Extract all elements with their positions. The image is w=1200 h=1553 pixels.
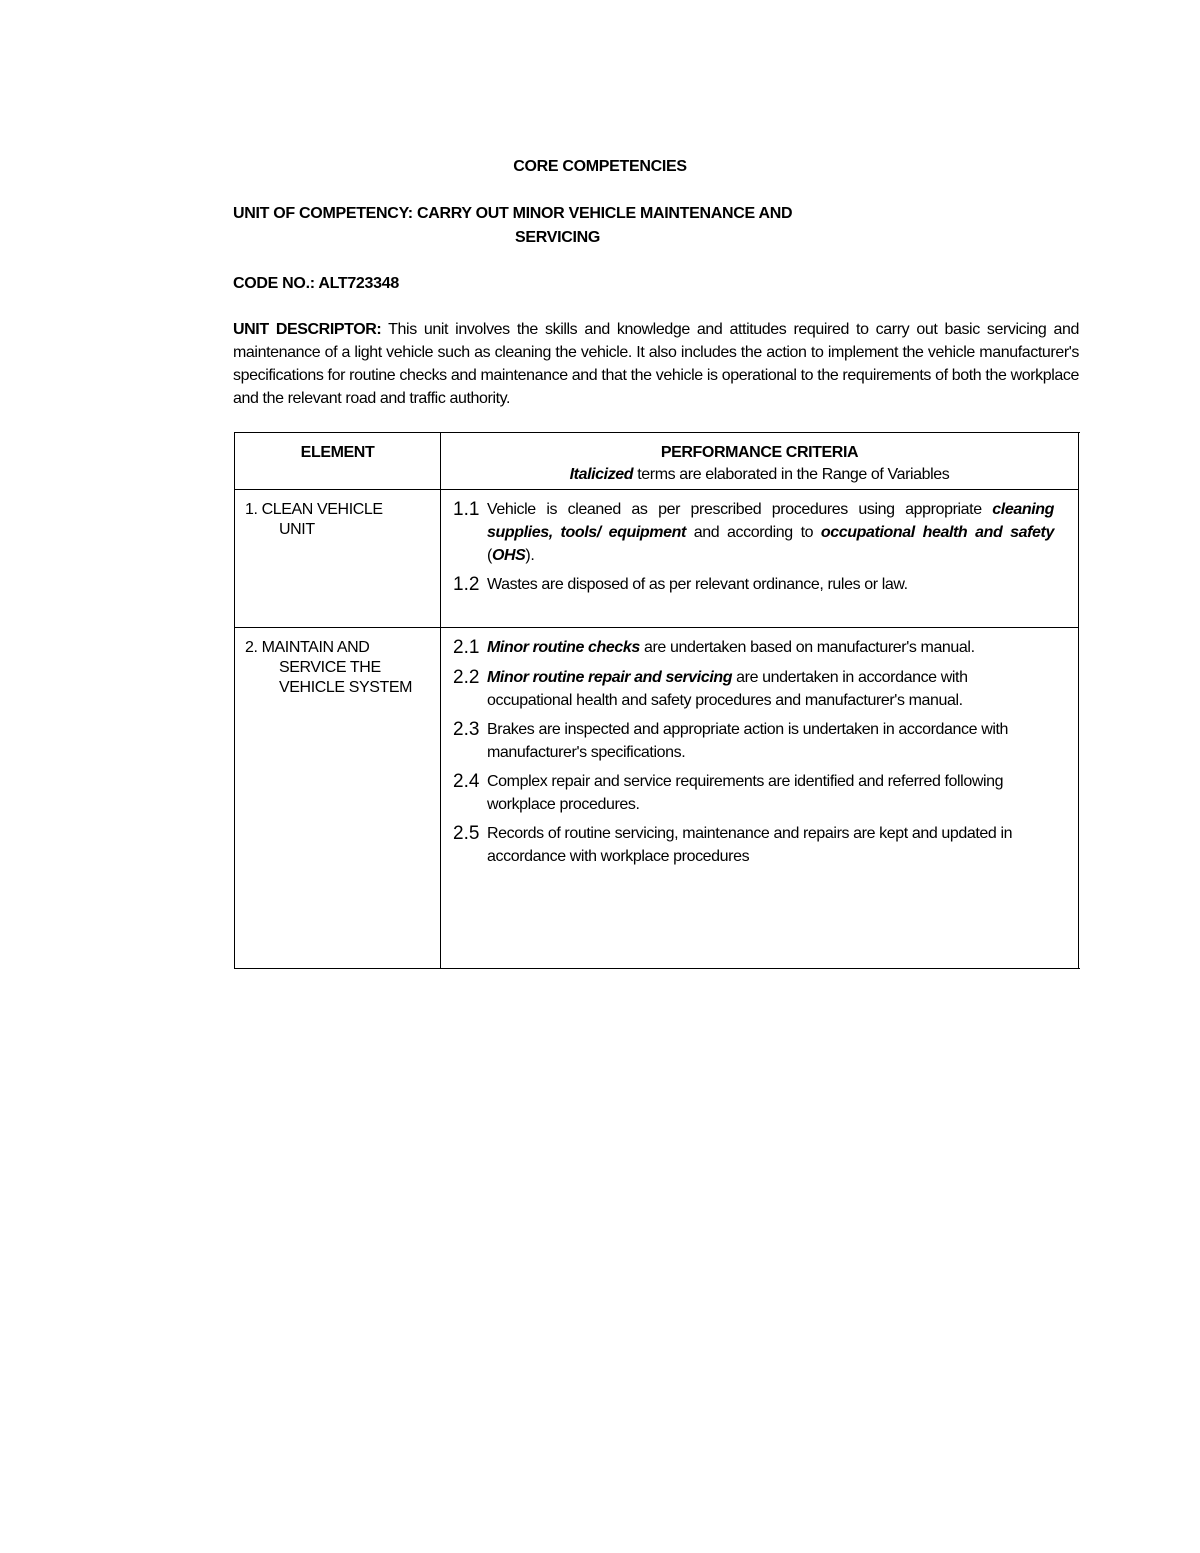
unit-title-line2: SERVICING [515, 229, 601, 246]
unit-descriptor [233, 318, 1079, 410]
header-criteria: PERFORMANCE CRITERIA [660, 444, 859, 461]
range-term: cleaning supplies, tools/ equipment [487, 501, 1054, 541]
element-number: 1. [245, 501, 258, 518]
criterion-text: Wastes are disposed of as per relevant ordinance, rules or law. [487, 576, 908, 593]
header-element: ELEMENT [300, 444, 375, 461]
page-heading: CORE COMPETENCIES [513, 158, 687, 175]
code-value: ALT723348 [318, 275, 399, 292]
criterion-text: Brakes are inspected and appropriate action is undertaken in accordance with manufacturer's specifications. [487, 721, 1009, 761]
element-cell [235, 490, 441, 628]
criterion-number: 2.1 [453, 637, 480, 658]
criterion-text: Minor routine checks are undertaken based on manufacturer's manual. [487, 639, 975, 656]
criteria-cell [441, 628, 1079, 969]
descriptor-text: This unit involves the skills and knowledge and attitudes required to carry out basic servicing and maintenance of a light vehicle such as cleaning the vehicle. It also includes the action to implement the vehicle manufacturer's specifications for routine checks and maintenance and that the vehicle is operational to the requirements of both the workplace and the relevant road and traffic authority. [233, 321, 1080, 407]
criterion-text: Vehicle is cleaned as per prescribed procedures using appropriate cleaning supplies, tools/ equipment and according to occupational health and safety (OHS). [487, 501, 1054, 564]
criterion-item [453, 666, 1054, 712]
criterion-number: 1.2 [453, 574, 480, 595]
element-title-line: MAINTAIN AND [261, 639, 370, 656]
table-header-row [235, 433, 1079, 490]
criterion-item [453, 822, 1054, 868]
table-row [235, 490, 1079, 628]
criteria-cell [441, 490, 1079, 628]
unit-title-line1: CARRY OUT MINOR VEHICLE MAINTENANCE AND [416, 205, 793, 222]
criterion-text: Records of routine servicing, maintenance and repairs are kept and updated in accordance with workplace procedures [487, 825, 1013, 865]
range-term: OHS [491, 547, 526, 564]
element-number: 2. [245, 639, 258, 656]
competency-table [234, 432, 1079, 969]
criterion-item [453, 498, 1054, 567]
criterion-number: 2.3 [453, 719, 480, 740]
table-row [235, 628, 1079, 969]
table-corner-mark [1077, 432, 1080, 433]
element-cell [235, 628, 441, 969]
range-term: Minor routine checks [487, 639, 640, 656]
criterion-text: Complex repair and service requirements are identified and referred following workplace procedures. [487, 773, 1004, 813]
element-title-line: UNIT [279, 521, 315, 538]
table-corner-mark [1077, 968, 1080, 969]
descriptor-label: UNIT DESCRIPTOR: [233, 321, 382, 338]
criterion-number: 2.2 [453, 667, 480, 688]
criterion-text: Minor routine repair and servicing are undertaken in accordance with occupational health and safety procedures and manufacturer's manual. [487, 669, 968, 709]
header-note-rest: terms are elaborated in the Range of Variables [637, 466, 950, 483]
header-note [441, 464, 1078, 486]
header-note-italic: Italicized [569, 466, 634, 483]
criterion-number: 2.4 [453, 771, 480, 792]
unit-of-competency [233, 205, 792, 223]
criterion-item [453, 636, 1054, 660]
element-title-line: CLEAN VEHICLE [261, 501, 383, 518]
criterion-item [453, 718, 1054, 764]
code-number [233, 275, 399, 293]
header-criteria-cell [441, 433, 1079, 490]
range-term: Minor routine repair and servicing [487, 669, 733, 686]
criterion-number: 1.1 [453, 499, 480, 520]
unit-label: UNIT OF COMPETENCY: [233, 205, 413, 222]
criterion-item [453, 770, 1054, 816]
criterion-item [453, 573, 1054, 597]
code-label: CODE NO.: [233, 275, 315, 292]
element-title-line: VEHICLE SYSTEM [279, 679, 413, 696]
element-title-line: SERVICE THE [279, 659, 381, 676]
range-term: occupational health and safety [820, 524, 1054, 541]
criterion-number: 2.5 [453, 823, 480, 844]
header-element-cell [235, 433, 441, 490]
